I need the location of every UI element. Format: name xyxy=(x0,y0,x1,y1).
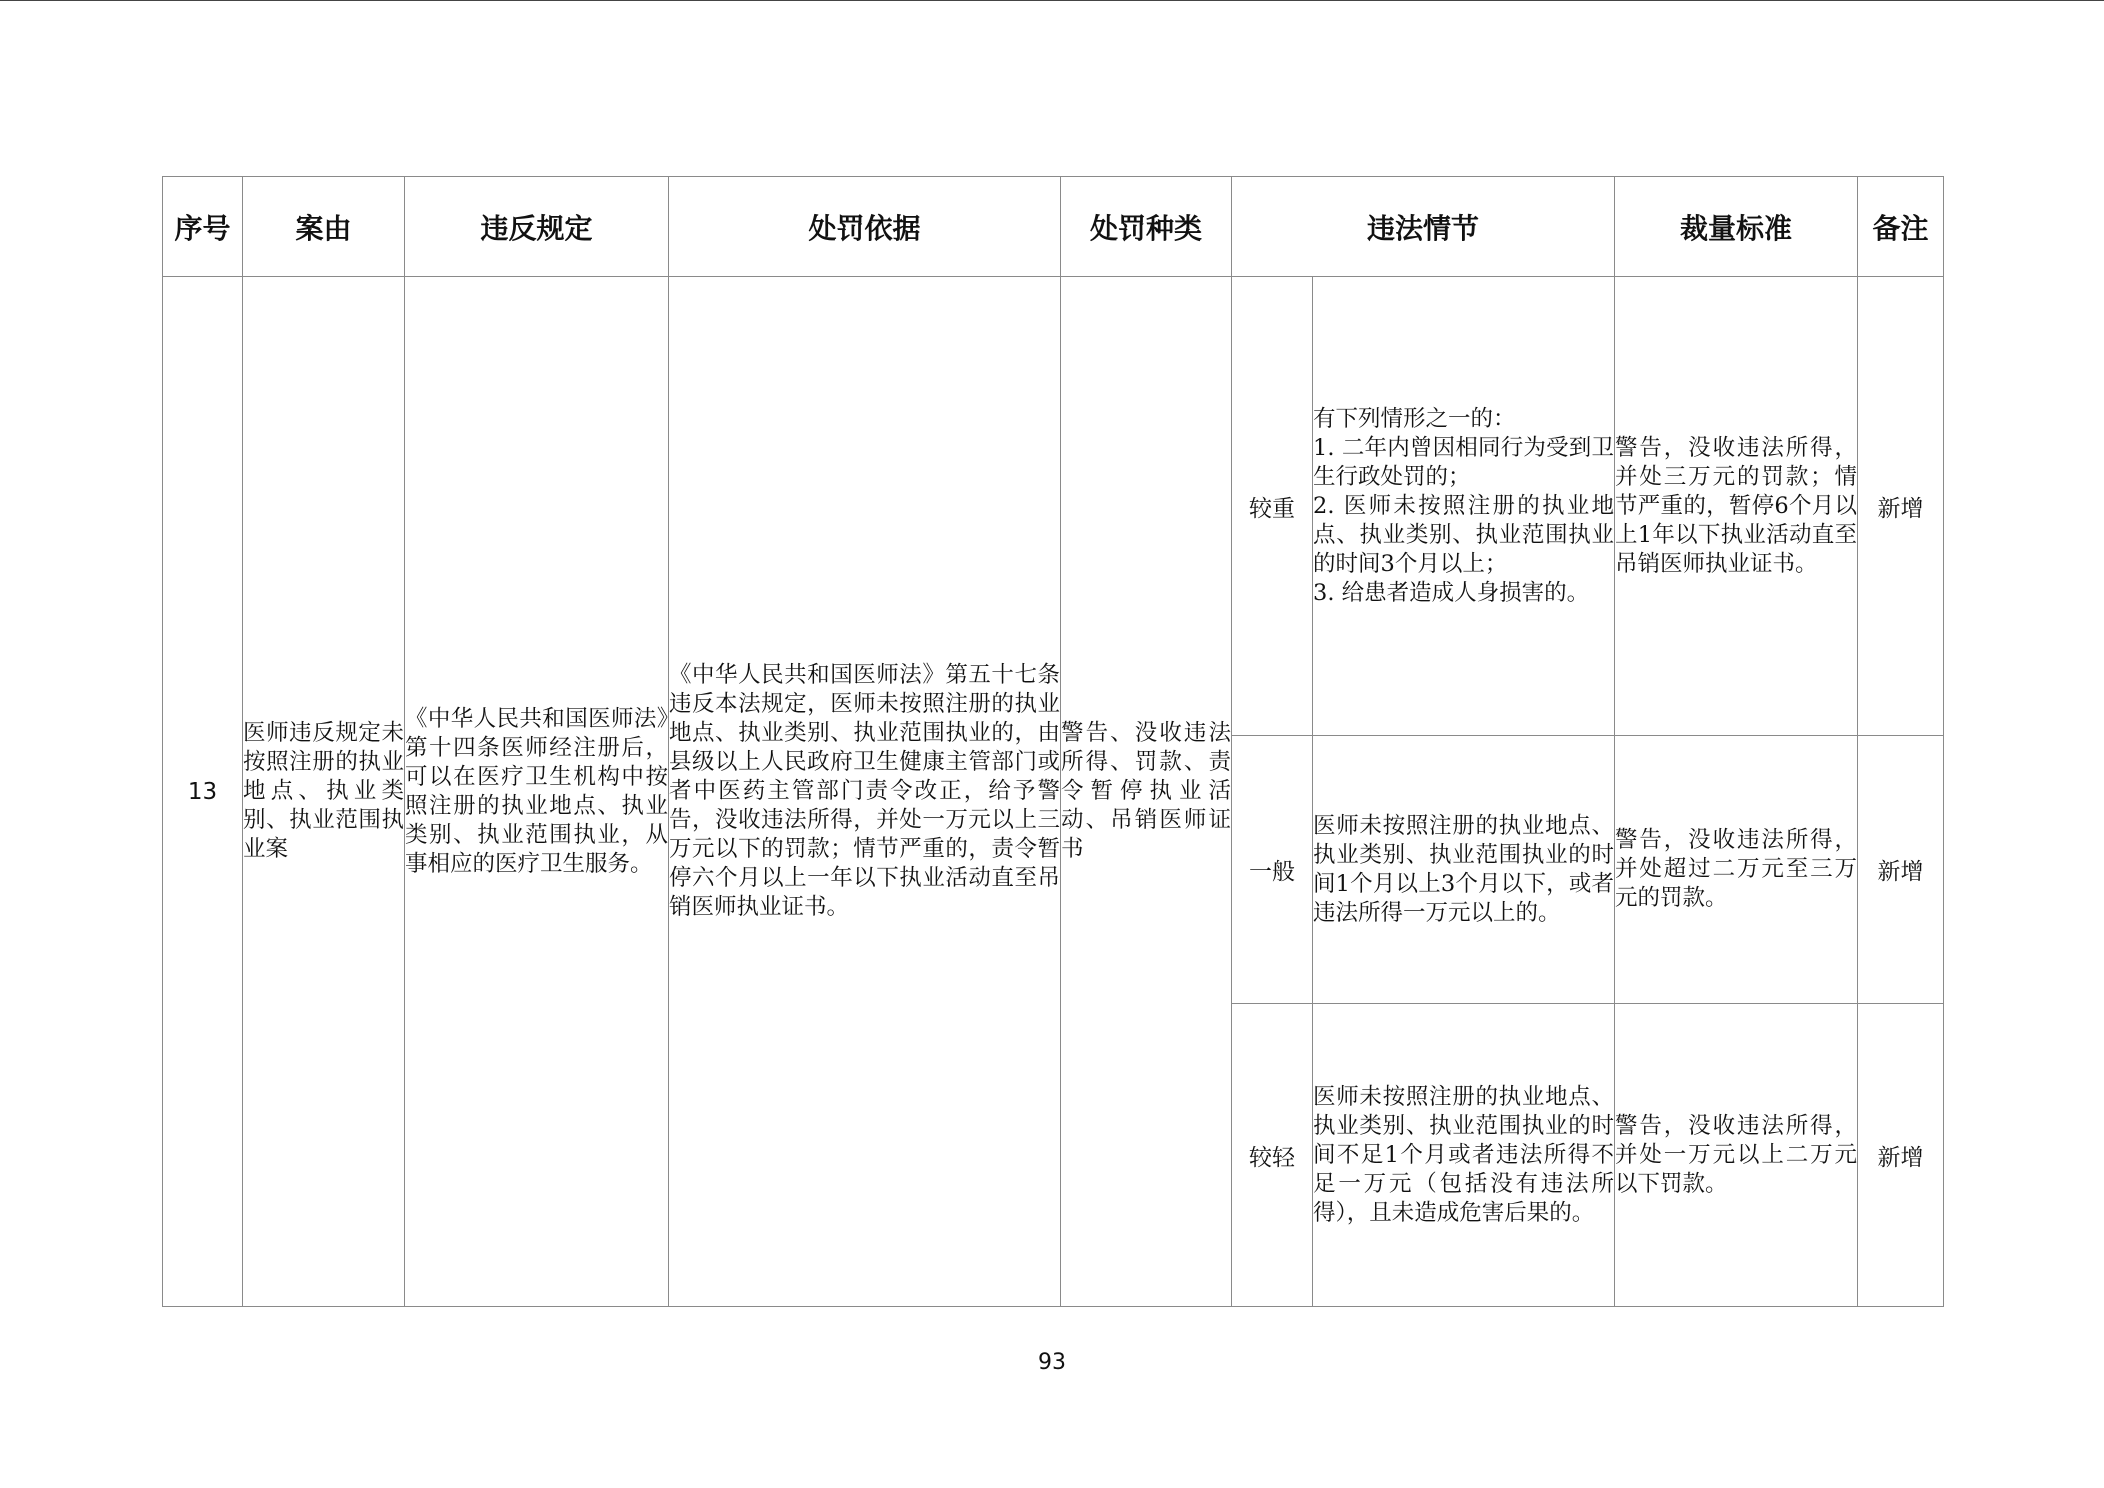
remark-cell-general: 新增 xyxy=(1858,736,1944,1004)
standard-cell-severe: 警告，没收违法所得，并处三万元的罚款；情节严重的，暂停6个月以上1年以下执业活动直至吊销医师执业证书。 xyxy=(1615,277,1858,736)
header-violation: 违反规定 xyxy=(405,177,669,277)
table-row xyxy=(163,277,1944,736)
circumstance-cell-general xyxy=(1313,736,1615,1004)
seq-cell: 13 xyxy=(163,277,243,1307)
header-case: 案由 xyxy=(243,177,405,277)
circumstance-line: 医师未按照注册的执业地点、执业类别、执业范围执业的时间1个月以上3个月以下，或者违法所得一万元以上的。 xyxy=(1313,812,1615,926)
circumstance-line: 医师未按照注册的执业地点、执业类别、执业范围执业的时间不足1个月或者违法所得不足一万元（包括没有违法所得），且未造成危害后果的。 xyxy=(1313,1083,1615,1226)
page-number: 93 xyxy=(1038,1350,1066,1375)
header-standard: 裁量标准 xyxy=(1615,177,1858,277)
penalty-discretion-table xyxy=(162,176,1944,1307)
level-label-severe: 较重 xyxy=(1232,277,1313,736)
header-remark: 备注 xyxy=(1858,177,1944,277)
header-basis: 处罚依据 xyxy=(669,177,1061,277)
circumstance-cell-minor xyxy=(1313,1004,1615,1307)
basis-cell: 《中华人民共和国医师法》第五十七条违反本法规定，医师未按照注册的执业地点、执业类别、执业范围执业的，由县级以上人民政府卫生健康主管部门或者中医药主管部门责令改正，给予警告，没收违法所得，并处一万元以上三万元以下的罚款；情节严重的，责令暂停六个月以上一年以下执业活动直至吊销医师执业证书。 xyxy=(669,277,1061,1307)
violation-cell: 《中华人民共和国医师法》第十四条医师经注册后，可以在医疗卫生机构中按照注册的执业地点、执业类别、执业范围执业，从事相应的医疗卫生服务。 xyxy=(405,277,669,1307)
remark-cell-severe: 新增 xyxy=(1858,277,1944,736)
header-row xyxy=(163,177,1944,277)
remark-cell-minor: 新增 xyxy=(1858,1004,1944,1307)
level-label-minor: 较轻 xyxy=(1232,1004,1313,1307)
circumstance-line: 2. 医师未按照注册的执业地点、执业类别、执业范围执业的时间3个月以上； xyxy=(1313,492,1615,577)
level-label-general: 一般 xyxy=(1232,736,1313,1004)
circumstance-line: 有下列情形之一的： xyxy=(1313,405,1516,432)
circumstance-cell-severe xyxy=(1313,277,1615,736)
penalty-type-cell: 警告、没收违法所得、罚款、责令暂停执业活动、吊销医师证书 xyxy=(1061,277,1232,1307)
header-penalty-type: 处罚种类 xyxy=(1061,177,1232,277)
header-seq: 序号 xyxy=(163,177,243,277)
circumstance-line: 1. 二年内曾因相同行为受到卫生行政处罚的； xyxy=(1313,434,1615,490)
header-circumstances: 违法情节 xyxy=(1232,177,1615,277)
case-cell: 医师违反规定未按照注册的执业地点、执业类别、执业范围执业案 xyxy=(243,277,405,1307)
standard-cell-minor: 警告，没收违法所得，并处一万元以上二万元以下罚款。 xyxy=(1615,1004,1858,1307)
standard-cell-general: 警告，没收违法所得，并处超过二万元至三万元的罚款。 xyxy=(1615,736,1858,1004)
page-top-border xyxy=(0,0,2104,1)
circumstance-line: 3. 给患者造成人身损害的。 xyxy=(1313,579,1590,606)
